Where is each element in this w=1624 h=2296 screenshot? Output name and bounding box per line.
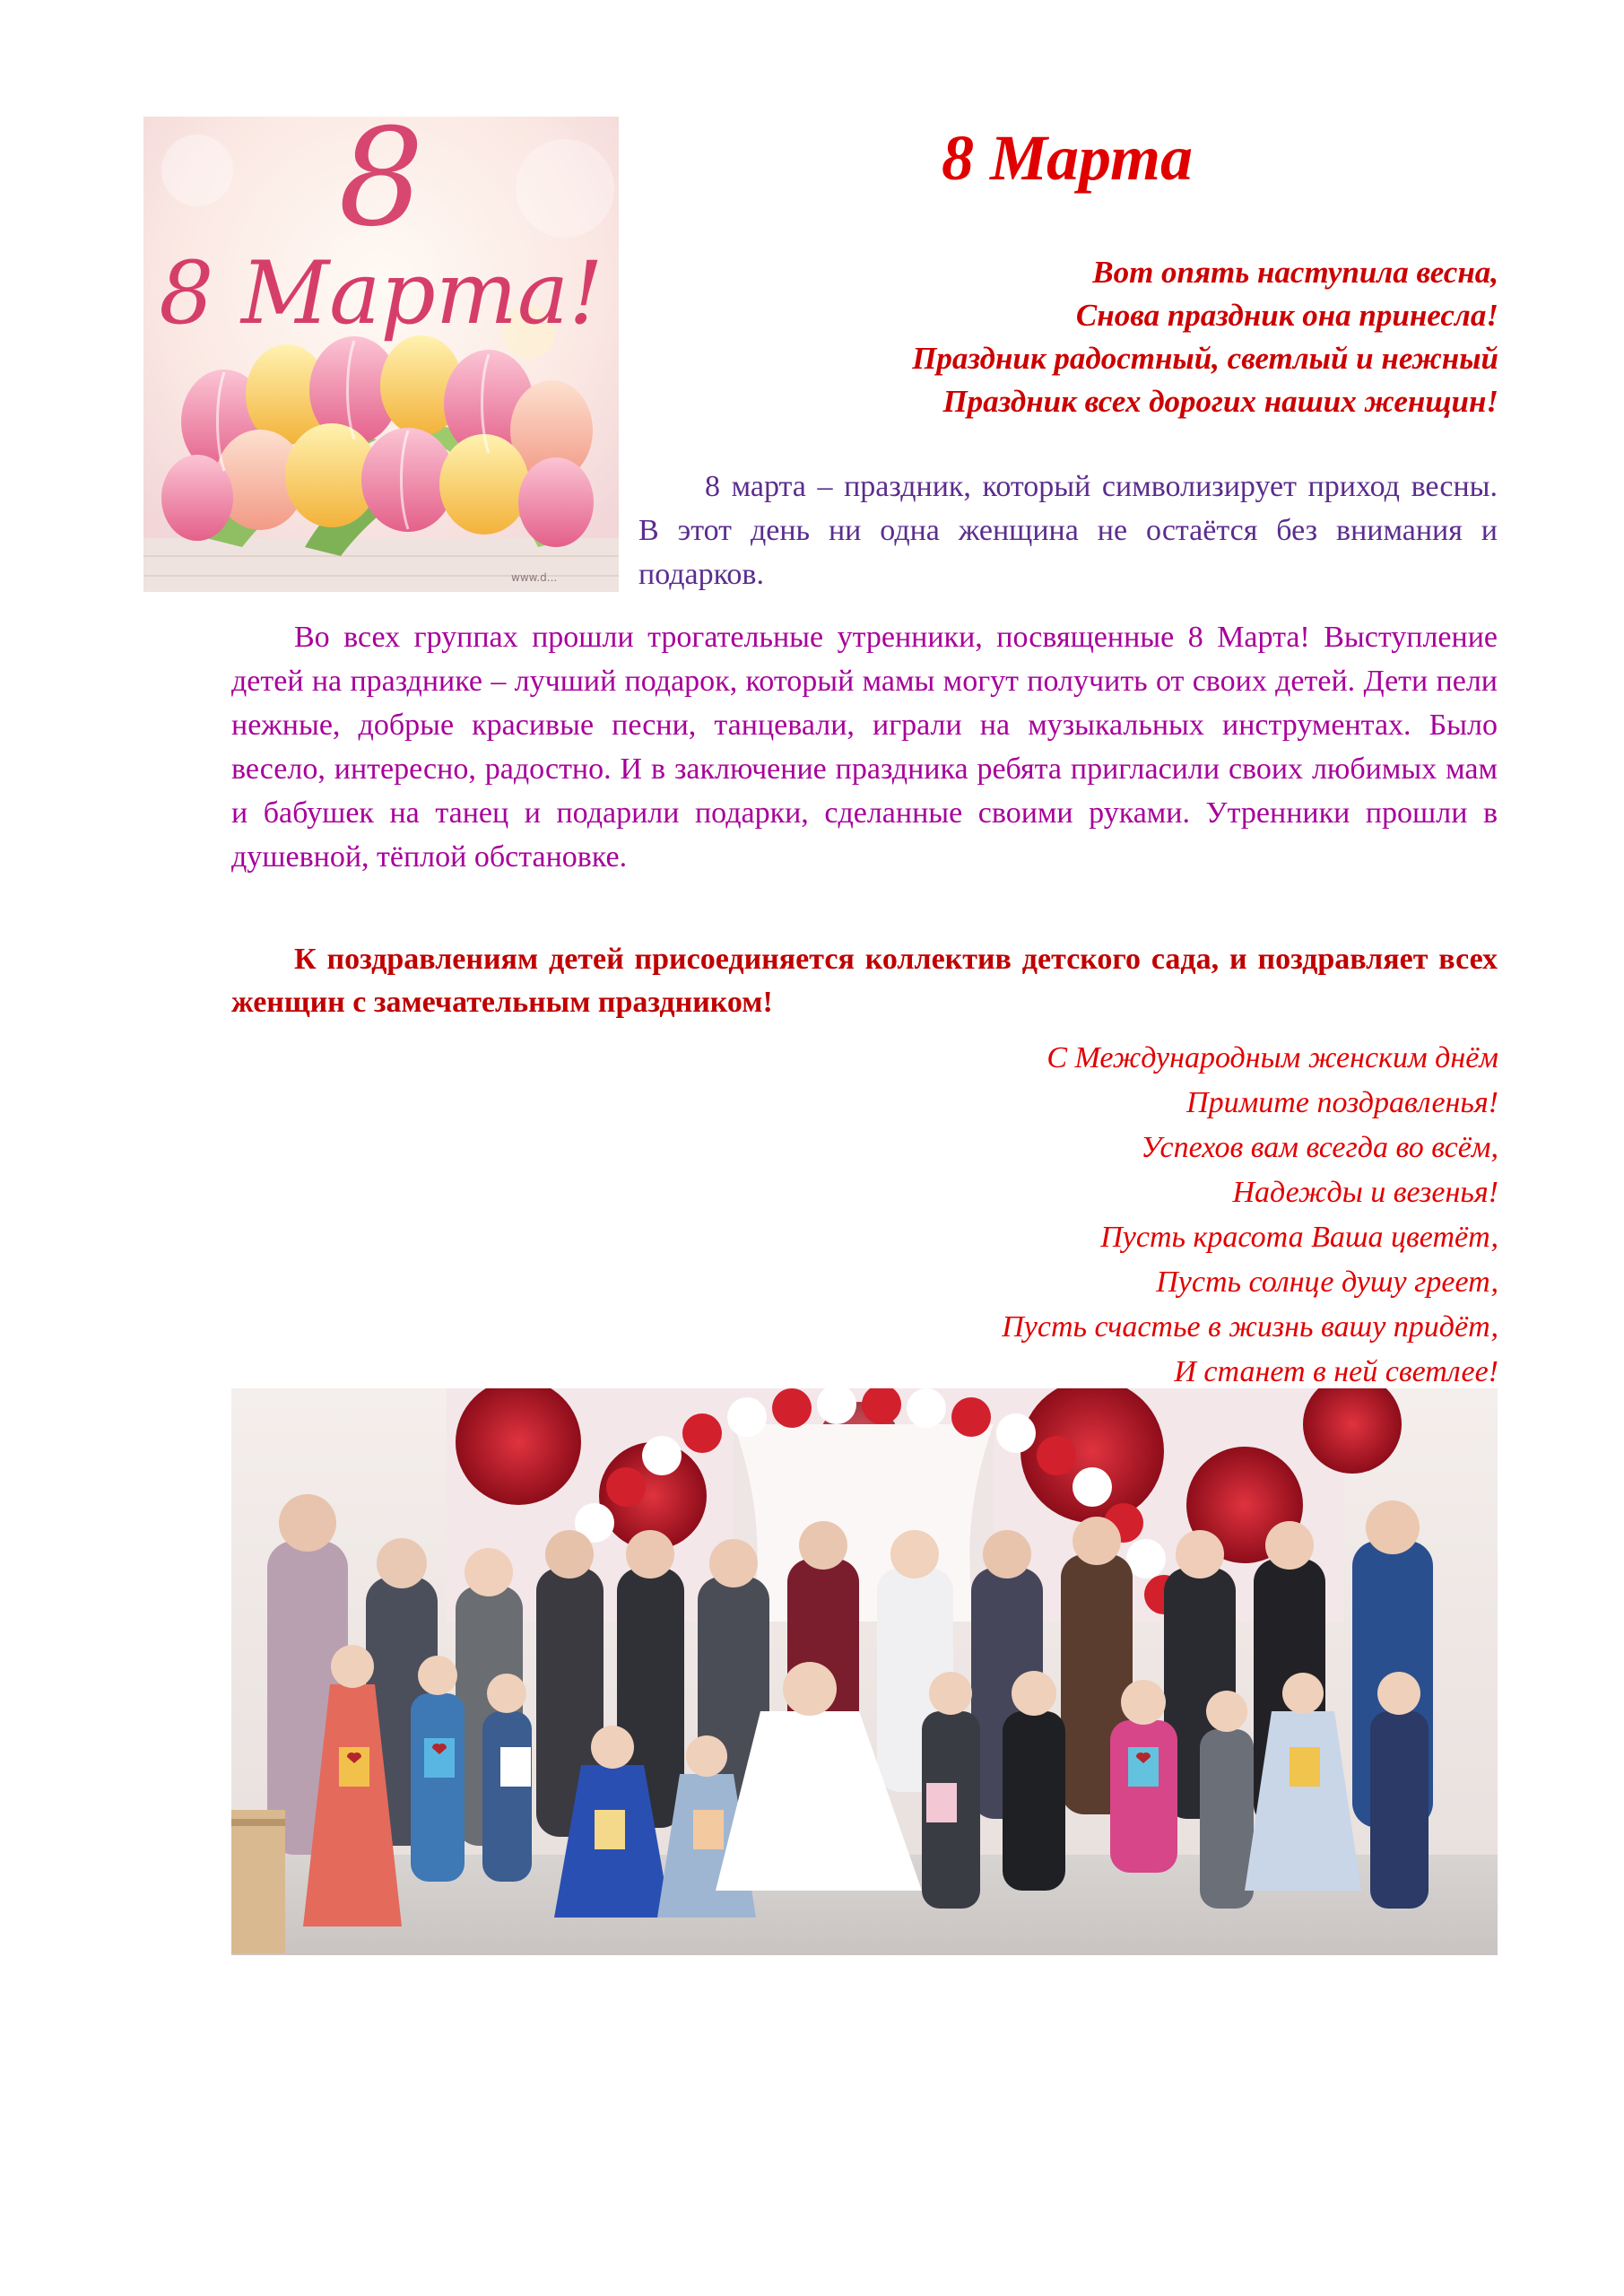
- poem-bottom-line: И станет в ней светлее!: [1174, 1355, 1498, 1388]
- svg-text:8: 8: [338, 117, 424, 257]
- poem-top-line: Вот опять наступила весна,: [1092, 255, 1498, 290]
- poem-bottom-line: Пусть красота Ваша цветёт,: [1100, 1221, 1498, 1254]
- poem-bottom-line: Успехов вам всегда во всём,: [1141, 1131, 1498, 1164]
- poem-bottom-line: Пусть солнце душу греет,: [1156, 1265, 1498, 1299]
- greeting-card-image: [143, 117, 619, 592]
- poem-bottom: [1002, 1036, 1498, 1395]
- poem-top-line: Праздник радостный, светлый и нежный: [912, 341, 1498, 376]
- congrats-paragraph: К поздравлениям детей присоединяется коллектив детского сада, и поздравляет всех женщин с замечательным праздником!: [231, 943, 1498, 1019]
- poem-bottom-line: Пусть счастье в жизнь вашу придёт,: [1002, 1310, 1498, 1344]
- poem-top-line: Снова праздник она принесла!: [1075, 298, 1498, 333]
- body-paragraph: Во всех группах прошли трогательные утренники, посвященные 8 Марта! Выступление детей на празднике – лучший подарок, который мамы могут получить от своих детей. Дети пели нежные, добрые красивые песни, танцевали, играли на музыкальных инструментах. Было весело, интересно, радостно. И в заключение праздника ребята пригласили своих любимых мам и бабушек на танец и подарили подарки, сделанные своими руками. Утренники прошли в душевной, тёплой обстановке.: [231, 621, 1498, 874]
- group-photo: [231, 1388, 1498, 1955]
- poem-top: [912, 251, 1498, 423]
- svg-text:8 Марта!: 8 Марта!: [159, 243, 604, 344]
- svg-text:www.d...: www.d...: [511, 571, 558, 584]
- poem-top-line: Праздник всех дорогих наших женщин!: [942, 384, 1498, 419]
- poem-bottom-line: Надежды и везенья!: [1232, 1176, 1498, 1209]
- intro-paragraph: 8 марта – праздник, который символизирует приход весны. В этот день ни одна женщина не остаётся без внимания и подарков.: [638, 470, 1498, 591]
- page-title: 8 Марта: [941, 122, 1194, 194]
- poem-bottom-line: Примите поздравленья!: [1186, 1086, 1498, 1119]
- poem-bottom-line: С Международным женским днём: [1046, 1041, 1498, 1074]
